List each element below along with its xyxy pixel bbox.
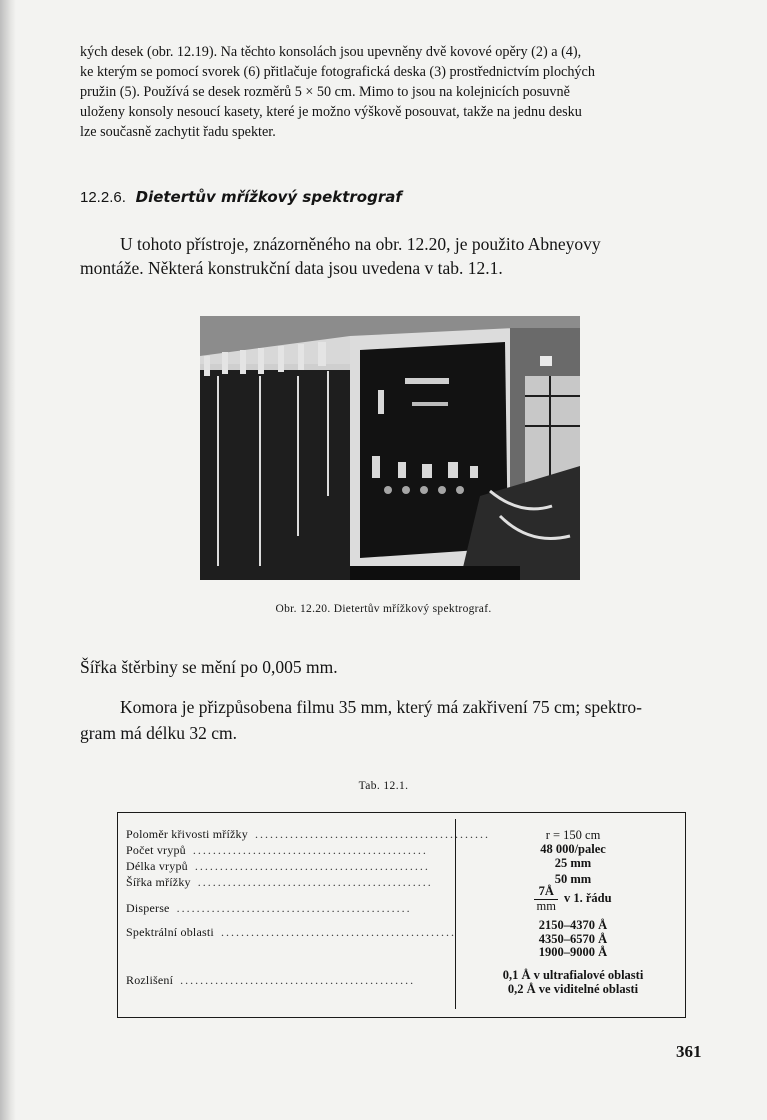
table-value-dispersion: $\frac{7Å}{mm}$ v 1. řádu bbox=[536, 884, 612, 913]
table-row-label: Rozlišení ............................................... bbox=[126, 973, 416, 987]
slit-paragraph: Šířka štěrbiny se mění po 0,005 mm. bbox=[80, 657, 338, 677]
table-divider bbox=[455, 819, 456, 1009]
table-row-label: Spektrální oblasti ............................................... bbox=[126, 925, 456, 939]
dispersion-fraction: $\frac{7Å}{mm}$ bbox=[536, 884, 556, 913]
paragraph-line: ke kterým se pomocí svorek (6) přitlačuje fotografická deska (3) prostřednictvím plochých bbox=[80, 64, 595, 80]
section-title: Dietertův mřížkový spektrograf bbox=[135, 188, 402, 206]
paragraph-line: U tohoto přístroje, znázorněného na obr. 12.20, je použito Abneyovy bbox=[120, 234, 601, 254]
paragraph-line: montáže. Některá konstrukční data jsou uvedena v tab. 12.1. bbox=[80, 258, 503, 278]
continued-paragraph bbox=[80, 42, 730, 142]
table-value: 50 mm bbox=[554, 872, 592, 886]
paragraph-line: pružin (5). Používá se desek rozměrů 5 × 50 cm. Mimo to jsou na kolejnicích posuvně bbox=[80, 84, 570, 100]
table-value: 2150–4370 Å 4350–6570 Å 1900–9000 Å bbox=[538, 918, 608, 959]
camera-paragraph bbox=[80, 694, 730, 746]
section-number: 12.2.6. bbox=[80, 189, 126, 206]
table-value: r = 150 cm bbox=[545, 828, 601, 842]
table-row-label: Šířka mřížky ............................................... bbox=[126, 875, 433, 889]
intro-paragraph bbox=[80, 232, 730, 280]
spec-table bbox=[117, 812, 686, 1018]
table-row-label: Délka vrypů ............................................... bbox=[126, 859, 430, 873]
table-value: 48 000/palec bbox=[540, 842, 606, 856]
table-row-label: Disperse ............................................... bbox=[126, 901, 412, 915]
table-value: 0,1 Å v ultrafialové oblasti 0,2 Å ve viditelné oblasti bbox=[502, 968, 644, 996]
page-number: 361 bbox=[676, 1042, 702, 1061]
table-title: Tab. 12.1. bbox=[358, 780, 409, 792]
section-heading bbox=[80, 188, 402, 207]
spectrograph-illustration bbox=[200, 316, 580, 580]
paragraph-line: lze současně zachytit řadu spekter. bbox=[80, 124, 276, 140]
figure-caption: Obr. 12.20. Dietertův mřížkový spektrograf. bbox=[275, 603, 492, 615]
paragraph-line: kých desek (obr. 12.19). Na těchto konsolách jsou upevněny dvě kovové opěry (2) a (4), bbox=[80, 44, 582, 60]
table-value: 25 mm bbox=[554, 856, 592, 870]
paragraph-line: gram má délku 32 cm. bbox=[80, 723, 237, 743]
table-row-label: Poloměr křivosti mřížky ............................................... bbox=[126, 827, 490, 841]
paragraph-line: Komora je přizpůsobena filmu 35 mm, který má zakřivení 75 cm; spektro- bbox=[120, 697, 642, 717]
paragraph-line: uloženy konsoly nesoucí kasety, které je možno výškově posouvat, takže na jednu desku bbox=[80, 104, 582, 120]
spectrograph-photo bbox=[200, 316, 580, 580]
table-row-label: Počet vrypů ............................................... bbox=[126, 843, 428, 857]
